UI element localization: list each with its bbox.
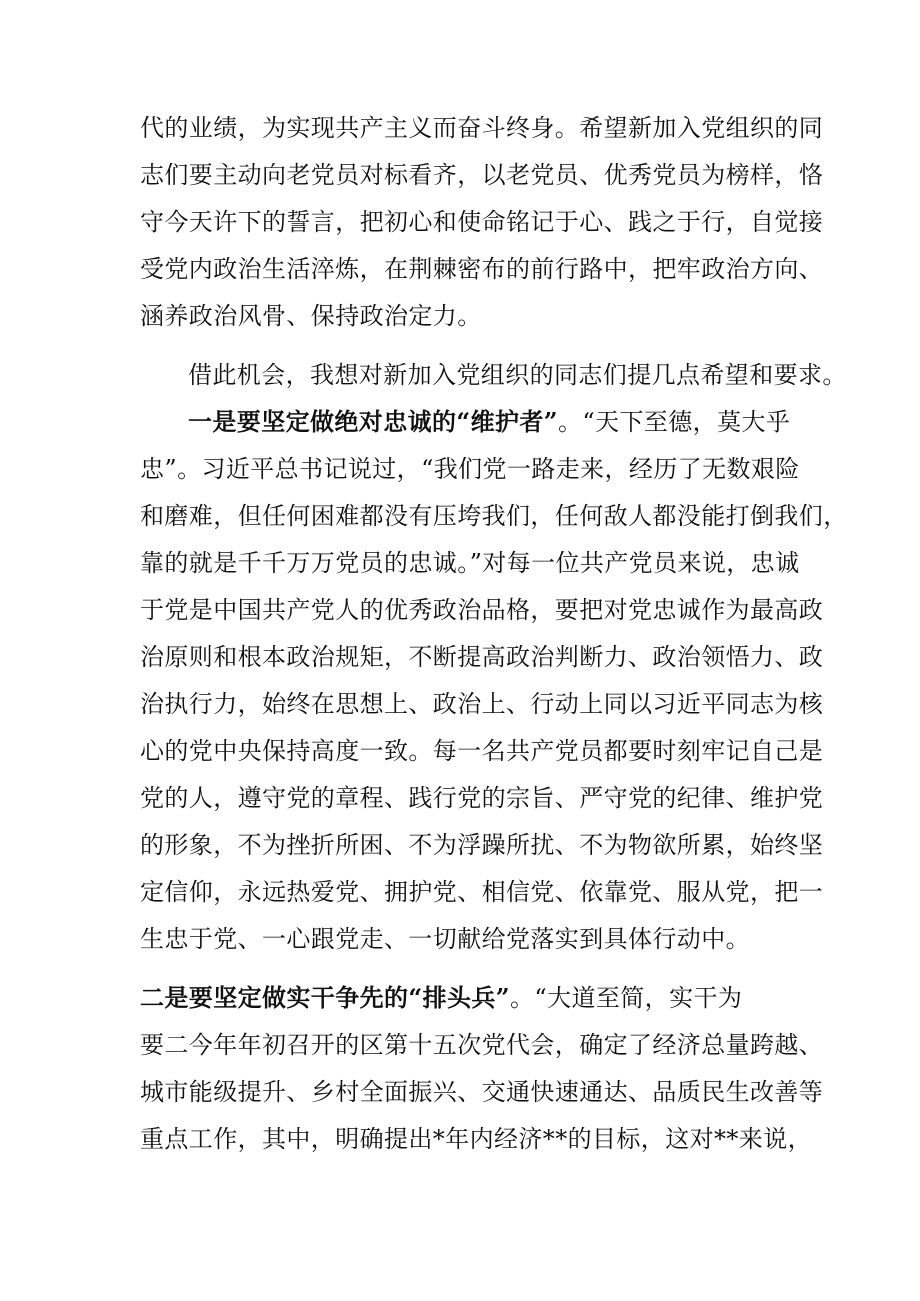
paragraph-line: 的形象，不为挫折所困、不为浮躁所扰、不为物欲所累，始终坚: [140, 831, 824, 859]
paragraph-line: 治执行力，始终在思想上、政治上、行动上同以习近平同志为核: [140, 690, 824, 718]
paragraph-line: 定信仰，永远热爱党、拥护党、相信党、依靠党、服从党，把一: [140, 878, 824, 906]
paragraph-line: 于党是中国共产党人的优秀政治品格，要把对党忠诚作为最高政: [140, 596, 824, 624]
paragraph-line: 要二今年年初召开的区第十五次党代会，确定了经济总量跨越、: [140, 1031, 824, 1059]
paragraph-first-line: [140, 978, 742, 1018]
paragraph-line: 生忠于党、一心跟党走、一切献给党落实到具体行动中。: [140, 925, 750, 953]
paragraph-line: 靠的就是千千万万党员的忠诚。”对每一位共产党员来说，忠诚: [140, 549, 800, 577]
paragraph-line: 和磨难，但任何困难都没有压垮我们，任何敌人都没能打倒我们，: [140, 502, 848, 530]
paragraph-line: 志们要主动向老党员对标看齐，以老党员、优秀党员为榜样，恪: [140, 161, 824, 189]
paragraph-line: 涵养政治风骨、保持政治定力。: [140, 302, 482, 330]
paragraph-line: 借此机会，我想对新加入党组织的同志们提几点希望和要求。: [188, 361, 847, 389]
paragraph-line: 守今天许下的誓言，把初心和使命铭记于心、践之于行，自觉接: [140, 208, 824, 236]
paragraph-first-line: [188, 402, 790, 442]
paragraph-text: 。“天下至德，莫大乎: [558, 408, 791, 436]
section-heading: 二是要坚定做实干争先的“排头兵”: [140, 983, 511, 1012]
paragraph-line: 忠”。习近平总书记说过，“我们党一路走来，经历了无数艰险: [140, 455, 800, 483]
paragraph-line: 重点工作，其中，明确提出*年内经济**的目标，这对**来说，: [140, 1125, 812, 1153]
paragraph-line: 心的党中央保持高度一致。每一名共产党员都要时刻牢记自己是: [140, 737, 824, 765]
section-heading: 一是要坚定做绝对忠诚的“维护者”: [188, 407, 559, 436]
paragraph-line: 代的业绩，为实现共产主义而奋斗终身。希望新加入党组织的同: [140, 114, 824, 142]
paragraph-line: 党的人，遵守党的章程、践行党的宗旨、严守党的纪律、维护党: [140, 784, 824, 812]
paragraph-line: 治原则和根本政治规矩，不断提高政治判断力、政治领悟力、政: [140, 643, 824, 671]
paragraph-line: 城市能级提升、乡村全面振兴、交通快速通达、品质民生改善等: [140, 1078, 824, 1106]
paragraph-text: 。“大道至简，实干为: [510, 984, 743, 1012]
paragraph-line: 受党内政治生活淬炼，在荆棘密布的前行路中，把牢政治方向、: [140, 255, 824, 283]
